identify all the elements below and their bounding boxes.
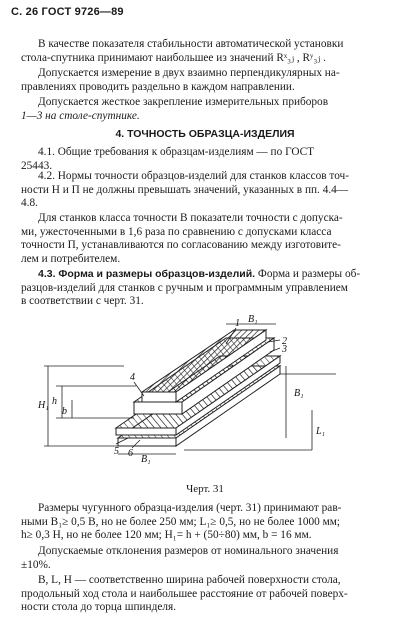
text-line: ности Н и П не должны превышать значений, указанных в пп. 4.4— [21, 183, 349, 196]
specimen-drawing [36, 314, 376, 476]
text-line: 4.8. [21, 197, 38, 209]
text-line: ми, ужесточенными в 1,6 раза по сравнению с допусками класса [21, 225, 332, 238]
label-5: 5 [114, 446, 119, 457]
text-line: стола-спутника принимают наибольшее из значений Rˣ₃ⱼ , Rʸ₃ⱼ . [21, 51, 326, 64]
label-3: 3 [282, 344, 287, 355]
text-line: 25443. [21, 159, 53, 172]
label-h1: H₁ [38, 400, 49, 411]
text-line: h≥ 0,3 H, но не более 120 мм; H₁= h + (50÷80) мм, b = 16 мм. [21, 529, 312, 541]
paragraph-class-b [21, 212, 396, 266]
text-line: В качестве показателя стабильности автоматической установки [38, 38, 344, 50]
text-line: 4.1. Общие требования к образцам-изделиям — по ГОСТ [38, 146, 315, 158]
text-line: ±10%. [21, 558, 51, 571]
paragraph-4-3 [21, 268, 396, 309]
paragraph-sizes [21, 502, 396, 543]
text-line: Допускается жесткое закрепление измерительных приборов [38, 96, 329, 108]
text-line: Для станков класса точности В показатели точности с допуска- [38, 212, 343, 224]
label-h: h [52, 396, 57, 407]
paragraph-stability [21, 38, 396, 65]
label-l1: L₁ [316, 426, 326, 437]
text-line: точности П, устанавливаются по согласованию между изготовите- [21, 239, 341, 251]
label-b1-bottom: B₁ [141, 454, 151, 465]
text-line: Допускаемые отклонения размеров от номинального значения [38, 545, 339, 557]
paragraph-4-3-heading: 4.3. Форма и размеры образцов-изделий. [38, 268, 256, 280]
text-line: продольный ход стола и наибольшее расстояние от рабочей поверх- [21, 587, 348, 600]
text-line: 1—3 на столе-спутнике. [21, 109, 140, 122]
label-2: 2 [282, 336, 287, 347]
text-line: Допускается измерение в двух взаимно перпендикулярных на- [38, 67, 340, 79]
label-1: 1 [235, 318, 240, 329]
text-fragment: Форма и размеры об- [255, 268, 361, 280]
figure-caption: Черт. 31 [186, 483, 224, 495]
text-line: лем и потребителем. [21, 252, 121, 265]
paragraph-tolerance [21, 545, 396, 572]
text-line: правлениях проводить раздельно в каждом направлении. [21, 80, 295, 93]
text-line: 4.2. Нормы точности образцов-изделий для станков классов точ- [38, 170, 350, 182]
text-line: Размеры чугунного образца-изделия (черт. 31) принимают рав- [38, 502, 342, 514]
paragraph-4-2 [21, 170, 396, 211]
paragraph-fixing [21, 96, 396, 123]
label-b: b [62, 406, 67, 417]
page-header: С. 26 ГОСТ 9726—89 [11, 6, 124, 18]
paragraph-4-1 [21, 146, 396, 173]
paragraph-measurement [21, 67, 396, 94]
text-line: ными B₁≥ 0,5 B, но не более 250 мм; L₁≥ 0,5, но не более 1000 мм; [21, 515, 341, 528]
text-line: в соответствии с черт. 31. [21, 295, 144, 307]
text-line: ности стола до торца шпинделя. [21, 601, 177, 613]
text-line: B, L, H — соответственно ширина рабочей поверхности стола, [38, 574, 341, 586]
label-b1-right: B₁ [294, 388, 304, 399]
label-b1-top: B₁ [248, 314, 258, 325]
section-title: 4. ТОЧНОСТЬ ОБРАЗЦА-ИЗДЕЛИЯ [115, 128, 295, 140]
label-4: 4 [130, 372, 135, 383]
label-6: 6 [128, 448, 133, 459]
paragraph-definitions [21, 574, 396, 615]
text-line: разцов-изделий для станков с ручным и программным управлением [21, 281, 348, 294]
text-line [21, 268, 396, 282]
